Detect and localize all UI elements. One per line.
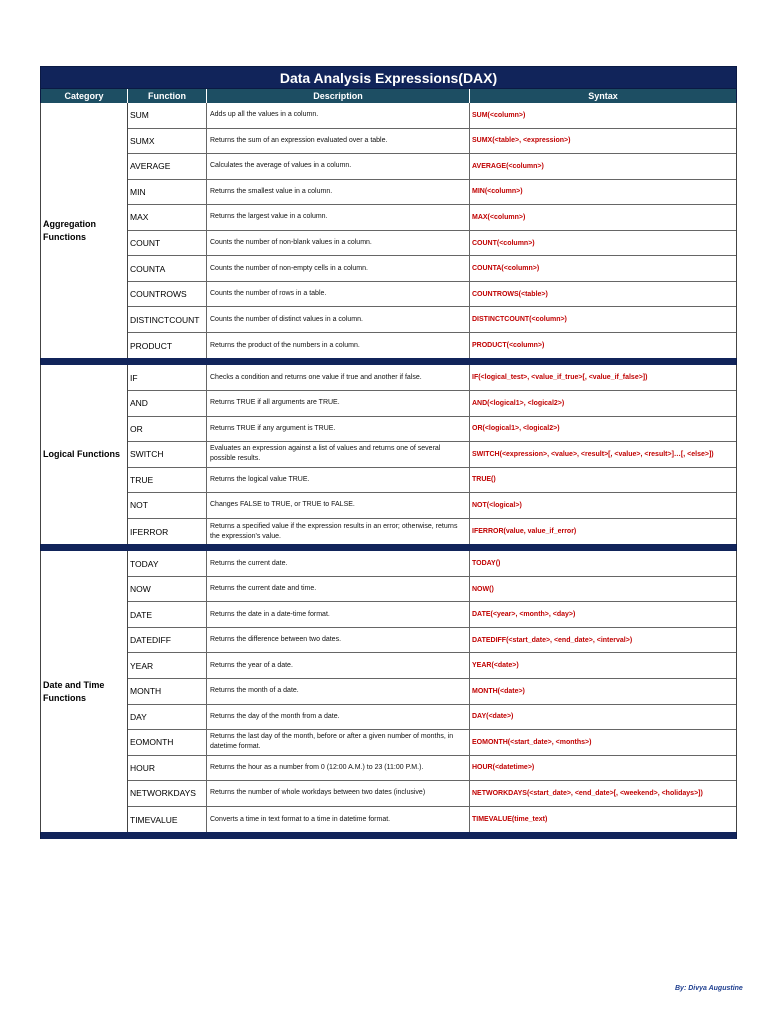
function-description: Counts the number of non-blank values in a column. xyxy=(207,231,470,256)
function-description: Checks a condition and returns one value if true and another if false. xyxy=(207,365,470,390)
function-syntax: MAX(<column>) xyxy=(472,213,526,221)
function-name: MIN xyxy=(128,180,207,205)
category-label: Aggregation Functions xyxy=(41,103,128,358)
function-description: Returns the product of the numbers in a column. xyxy=(207,333,470,359)
function-name: TRUE xyxy=(128,468,207,493)
function-description: Returns the hour as a number from 0 (12:00 A.M.) to 23 (11:00 P.M.). xyxy=(207,756,470,781)
table-row xyxy=(128,602,736,628)
table-row xyxy=(128,154,736,180)
function-syntax: OR(<logical1>, <logical2>) xyxy=(472,425,560,433)
table-row xyxy=(128,653,736,679)
table-row xyxy=(128,256,736,282)
function-syntax: NOT(<logical>) xyxy=(472,501,522,509)
function-name: IFERROR xyxy=(128,519,207,545)
dax-table xyxy=(40,66,737,839)
function-name: IF xyxy=(128,365,207,390)
table-row xyxy=(128,442,736,468)
table-row xyxy=(128,180,736,206)
table-row xyxy=(128,103,736,129)
category-label: Logical Functions xyxy=(41,365,128,544)
author-credit: By: Divya Augustine xyxy=(675,985,743,992)
function-name: PRODUCT xyxy=(128,333,207,359)
function-name: NOW xyxy=(128,577,207,602)
function-syntax: MONTH(<date>) xyxy=(472,687,525,695)
function-name: DATEDIFF xyxy=(128,628,207,653)
header-description: Description xyxy=(207,89,470,103)
function-description: Evaluates an expression against a list of values and returns one of several possible results. xyxy=(207,442,470,467)
table-row xyxy=(128,231,736,257)
table-row xyxy=(128,333,736,359)
function-name: EOMONTH xyxy=(128,730,207,755)
function-syntax: COUNTA(<column>) xyxy=(472,265,540,273)
table-row xyxy=(128,807,736,833)
function-name: OR xyxy=(128,417,207,442)
table-row xyxy=(128,679,736,705)
table-row xyxy=(128,756,736,782)
function-syntax: TIMEVALUE(time_text) xyxy=(472,816,548,824)
function-syntax: NETWORKDAYS(<start_date>, <end_date>[, <weekend>, <holidays>]) xyxy=(472,789,703,797)
table-row xyxy=(128,468,736,494)
section-divider xyxy=(40,832,737,839)
table-row xyxy=(128,781,736,807)
function-description: Adds up all the values in a column. xyxy=(207,103,470,128)
function-name: AND xyxy=(128,391,207,416)
table-row xyxy=(128,705,736,731)
table-title: Data Analysis Expressions(DAX) xyxy=(40,66,737,89)
table-row xyxy=(128,417,736,443)
function-syntax: DATE(<year>, <month>, <day>) xyxy=(472,611,576,619)
function-description: Counts the number of non-empty cells in a column. xyxy=(207,256,470,281)
function-description: Returns the logical value TRUE. xyxy=(207,468,470,493)
table-row xyxy=(128,391,736,417)
function-syntax: AVERAGE(<column>) xyxy=(472,162,544,170)
function-name: AVERAGE xyxy=(128,154,207,179)
function-name: SUM xyxy=(128,103,207,128)
function-description: Returns the month of a date. xyxy=(207,679,470,704)
function-syntax: DATEDIFF(<start_date>, <end_date>, <interval>) xyxy=(472,636,633,644)
table-row xyxy=(128,493,736,519)
table-row xyxy=(128,551,736,577)
function-name: HOUR xyxy=(128,756,207,781)
function-description: Returns TRUE if all arguments are TRUE. xyxy=(207,391,470,416)
function-rows xyxy=(128,103,736,358)
table-row xyxy=(128,365,736,391)
function-name: YEAR xyxy=(128,653,207,678)
category-group xyxy=(40,551,737,832)
function-description: Converts a time in text format to a time in datetime format. xyxy=(207,807,470,833)
table-row xyxy=(128,628,736,654)
function-description: Returns the day of the month from a date. xyxy=(207,705,470,730)
function-syntax: MIN(<column>) xyxy=(472,188,523,196)
function-syntax: PRODUCT(<column>) xyxy=(472,342,545,350)
header-category: Category xyxy=(41,89,128,103)
function-description: Returns the current date and time. xyxy=(207,577,470,602)
function-syntax: HOUR(<datetime>) xyxy=(472,764,535,772)
function-name: COUNTA xyxy=(128,256,207,281)
function-syntax: YEAR(<date>) xyxy=(472,662,519,670)
function-description: Returns the date in a date-time format. xyxy=(207,602,470,627)
function-rows xyxy=(128,365,736,544)
function-name: TODAY xyxy=(128,551,207,576)
function-name: COUNT xyxy=(128,231,207,256)
function-name: DATE xyxy=(128,602,207,627)
function-description: Returns the number of whole workdays between two dates (inclusive) xyxy=(207,781,470,806)
function-syntax: DAY(<date>) xyxy=(472,713,514,721)
table-row xyxy=(128,730,736,756)
function-name: SUMX xyxy=(128,129,207,154)
function-syntax: IF(<logical_test>, <value_if_true>[, <value_if_false>]) xyxy=(472,374,648,382)
function-description: Returns the sum of an expression evaluated over a table. xyxy=(207,129,470,154)
function-name: COUNTROWS xyxy=(128,282,207,307)
function-name: DAY xyxy=(128,705,207,730)
table-row xyxy=(128,129,736,155)
function-syntax: EOMONTH(<start_date>, <months>) xyxy=(472,738,592,746)
function-syntax: SWITCH(<expression>, <value>, <result>[, <value>, <result>]…[, <else>]) xyxy=(472,450,714,458)
header-row xyxy=(40,89,737,103)
function-syntax: IFERROR(value, value_if_error) xyxy=(472,528,577,536)
function-description: Returns the current date. xyxy=(207,551,470,576)
function-description: Calculates the average of values in a column. xyxy=(207,154,470,179)
function-description: Returns the smallest value in a column. xyxy=(207,180,470,205)
table-body xyxy=(40,103,737,839)
function-name: NETWORKDAYS xyxy=(128,781,207,806)
function-description: Returns the difference between two dates. xyxy=(207,628,470,653)
function-syntax: AND(<logical1>, <logical2>) xyxy=(472,399,565,407)
section-divider xyxy=(40,358,737,365)
function-name: MONTH xyxy=(128,679,207,704)
table-row xyxy=(128,307,736,333)
function-description: Changes FALSE to TRUE, or TRUE to FALSE. xyxy=(207,493,470,518)
function-rows xyxy=(128,551,736,832)
function-name: NOT xyxy=(128,493,207,518)
function-description: Returns the year of a date. xyxy=(207,653,470,678)
table-row xyxy=(128,519,736,545)
function-name: DISTINCTCOUNT xyxy=(128,307,207,332)
function-description: Counts the number of rows in a table. xyxy=(207,282,470,307)
function-description: Returns the largest value in a column. xyxy=(207,205,470,230)
table-row xyxy=(128,205,736,231)
function-syntax: SUM(<column>) xyxy=(472,111,526,119)
function-name: TIMEVALUE xyxy=(128,807,207,833)
category-group xyxy=(40,365,737,544)
function-syntax: NOW() xyxy=(472,585,494,593)
function-name: MAX xyxy=(128,205,207,230)
function-syntax: TRUE() xyxy=(472,476,496,484)
function-description: Returns a specified value if the expression results in an error; otherwise, returns the expression's value. xyxy=(207,519,470,545)
function-name: SWITCH xyxy=(128,442,207,467)
header-syntax: Syntax xyxy=(588,91,618,101)
section-divider xyxy=(40,544,737,551)
function-syntax: TODAY() xyxy=(472,560,501,568)
table-row xyxy=(128,577,736,603)
category-group xyxy=(40,103,737,358)
header-function: Function xyxy=(128,89,207,103)
category-label: Date and Time Functions xyxy=(41,551,128,832)
function-description: Counts the number of distinct values in a column. xyxy=(207,307,470,332)
function-syntax: COUNTROWS(<table>) xyxy=(472,290,548,298)
function-syntax: DISTINCTCOUNT(<column>) xyxy=(472,316,567,324)
function-description: Returns TRUE if any argument is TRUE. xyxy=(207,417,470,442)
function-description: Returns the last day of the month, before or after a given number of months, in datetime format. xyxy=(207,730,470,755)
function-syntax: COUNT(<column>) xyxy=(472,239,535,247)
table-row xyxy=(128,282,736,308)
function-syntax: SUMX(<table>, <expression>) xyxy=(472,137,571,145)
